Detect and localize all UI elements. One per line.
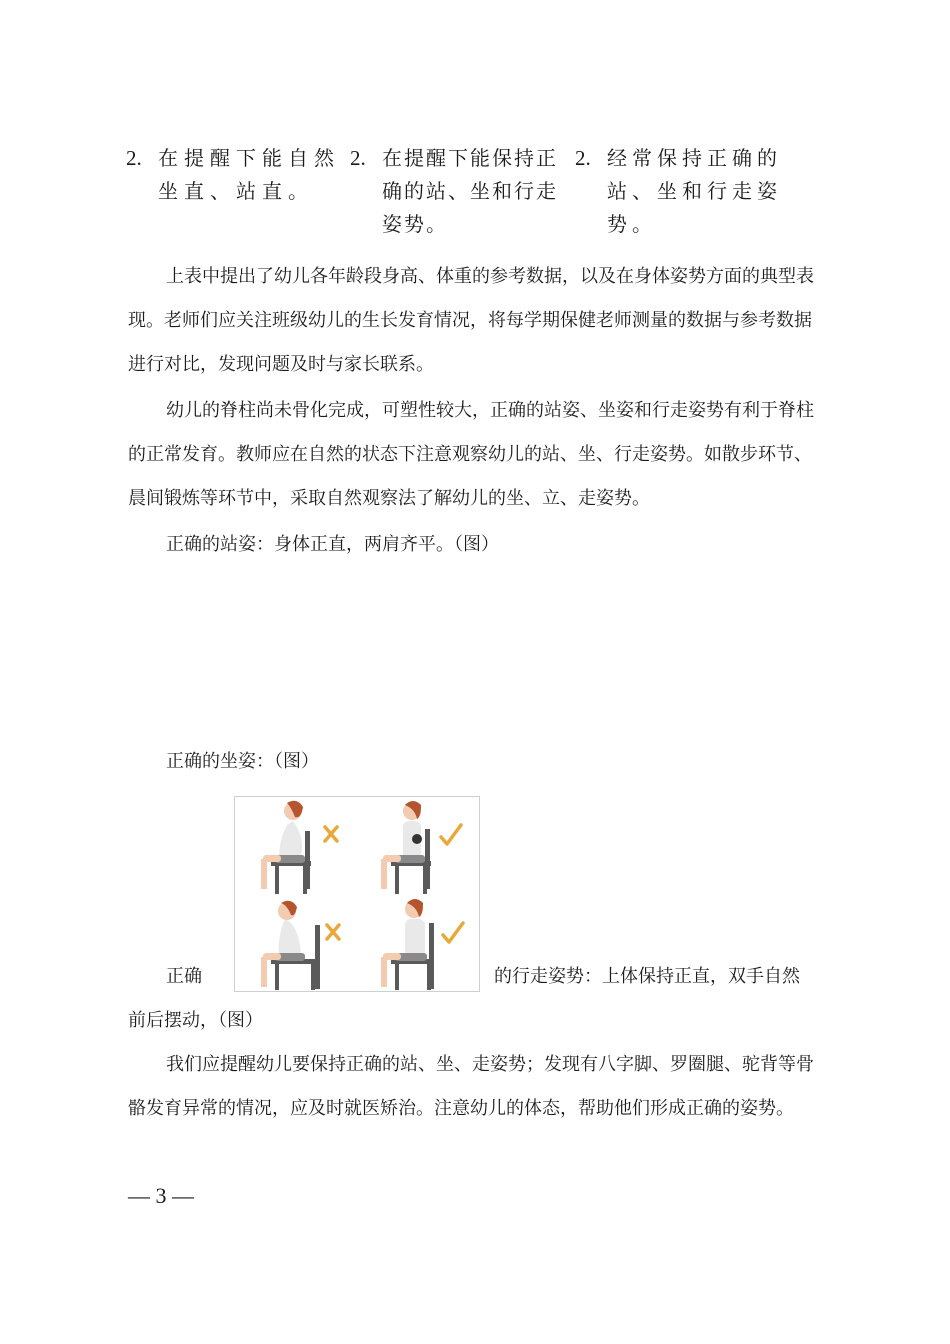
paragraph-standing: 正确的站姿：身体正直，两肩齐平。（图）: [166, 534, 499, 555]
cell-number: 2.: [126, 146, 142, 170]
cell-number: 2.: [575, 146, 591, 170]
walking-line-cont: 前后摆动，（图）: [128, 1010, 263, 1031]
posture-correct-back: [381, 899, 434, 990]
paragraph-spine: 幼儿的脊柱尚未骨化完成，可塑性较大，正确的站姿、坐姿和行走姿势有利于脊柱的正常发育。教师应在自然的状态下注意观察幼儿的站、坐、行走姿势。如散步环节、晨间锻炼等环节中，采取自然观察法了解幼儿的坐、立、走姿势。: [128, 400, 814, 509]
paragraph-reference-data: 上表中提出了幼儿各年龄段身高、体重的参考数据，以及在身体姿势方面的典型表现。老师们应关注班级幼儿的生长发育情况，将每学期保健老师测量的数据与参考数据进行对比，发现问题及时与家长联系。: [128, 266, 814, 375]
walking-line-start: 正确: [166, 966, 202, 987]
posture-wrong-lean: [261, 901, 320, 990]
posture-table-row: [126, 142, 826, 242]
posture-wrong-slouch: [261, 801, 311, 894]
paragraph-reminder: 我们应提醒幼儿要保持正确的站、坐、走姿势；发现有八字脚、罗圈腿、驼背等骨骼发育异常的情况，应及时就医矫治。注意幼儿的体态，帮助他们形成正确的姿势。: [128, 1054, 814, 1119]
cell-text: 在提醒下能自然坐直、站直。: [158, 146, 340, 203]
correct-mark-icon: [443, 923, 463, 942]
paragraph-sitting: 正确的坐姿：（图）: [166, 751, 319, 772]
sitting-posture-illustration: [235, 797, 479, 991]
correct-mark-icon: [441, 825, 461, 844]
cell-number: 2.: [350, 146, 366, 170]
page-number: — 3 —: [128, 1183, 194, 1208]
cell-text: 经常保持正确的站、坐和行走姿势。: [607, 146, 782, 236]
walking-line-rest: 的行走姿势：上体保持正直，双手自然: [494, 966, 800, 987]
wrong-mark-icon: [327, 925, 339, 939]
posture-correct-upright: [381, 801, 431, 894]
sitting-posture-figure: [234, 796, 480, 992]
cell-text: 在提醒下能保持正确的站、坐和行走姿势。: [382, 146, 558, 236]
wrong-mark-icon: [325, 827, 337, 841]
